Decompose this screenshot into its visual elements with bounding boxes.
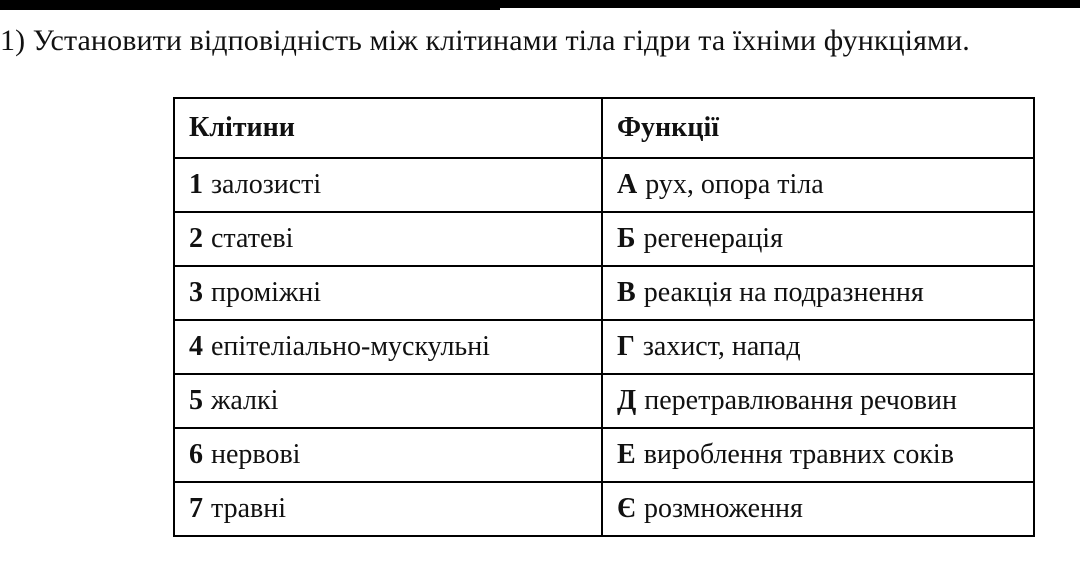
function-letter: Д (617, 385, 637, 416)
cell-number: 1 (189, 169, 203, 200)
cell-item (174, 428, 602, 482)
function-name: регенерація (643, 223, 783, 254)
function-item (602, 374, 1034, 428)
function-letter: Г (617, 331, 635, 362)
header-cells: Клітини (174, 98, 602, 158)
top-rule-secondary (0, 8, 500, 10)
function-item (602, 212, 1034, 266)
function-letter: А (617, 169, 638, 200)
function-letter: В (617, 277, 636, 308)
function-item (602, 482, 1034, 536)
task-title: 1) Установити відповідність між клітинами тіла гідри та їхніми функціями. (0, 24, 970, 57)
table-row (174, 266, 1034, 320)
cell-name: проміжні (211, 277, 322, 308)
function-letter: Б (617, 223, 636, 254)
table-row (174, 482, 1034, 536)
cell-number: 5 (189, 385, 203, 416)
cell-item (174, 320, 602, 374)
function-letter: Е (617, 439, 636, 470)
cell-number: 4 (189, 331, 203, 362)
cell-item (174, 266, 602, 320)
matching-table (173, 97, 1035, 537)
table-header-row (174, 98, 1034, 158)
function-name: захист, напад (642, 331, 801, 362)
cell-name: статеві (211, 223, 294, 254)
cell-item (174, 158, 602, 212)
function-item (602, 428, 1034, 482)
function-name: реакція на подразнення (643, 277, 924, 308)
cell-name: жалкі (211, 385, 279, 416)
function-item (602, 266, 1034, 320)
function-item (602, 320, 1034, 374)
cell-number: 3 (189, 277, 203, 308)
cell-name: епітеліально-мускульні (211, 331, 490, 362)
table-row (174, 374, 1034, 428)
table-row (174, 158, 1034, 212)
cell-item (174, 482, 602, 536)
function-letter: Є (617, 493, 636, 524)
cell-item (174, 374, 602, 428)
cell-name: нервові (211, 439, 301, 470)
table-row (174, 428, 1034, 482)
cell-name: залозисті (211, 169, 322, 200)
function-name: рух, опора тіла (645, 169, 824, 200)
cell-number: 6 (189, 439, 203, 470)
function-item (602, 158, 1034, 212)
cell-number: 2 (189, 223, 203, 254)
function-name: перетравлювання речовин (644, 385, 957, 416)
cell-number: 7 (189, 493, 203, 524)
table-row (174, 212, 1034, 266)
table-row (174, 320, 1034, 374)
function-name: розмноження (644, 493, 803, 524)
function-name: вироблення травних соків (643, 439, 954, 470)
cell-item (174, 212, 602, 266)
cell-name: травні (211, 493, 286, 524)
top-rule (0, 0, 1080, 8)
header-functions: Функції (602, 98, 1034, 158)
